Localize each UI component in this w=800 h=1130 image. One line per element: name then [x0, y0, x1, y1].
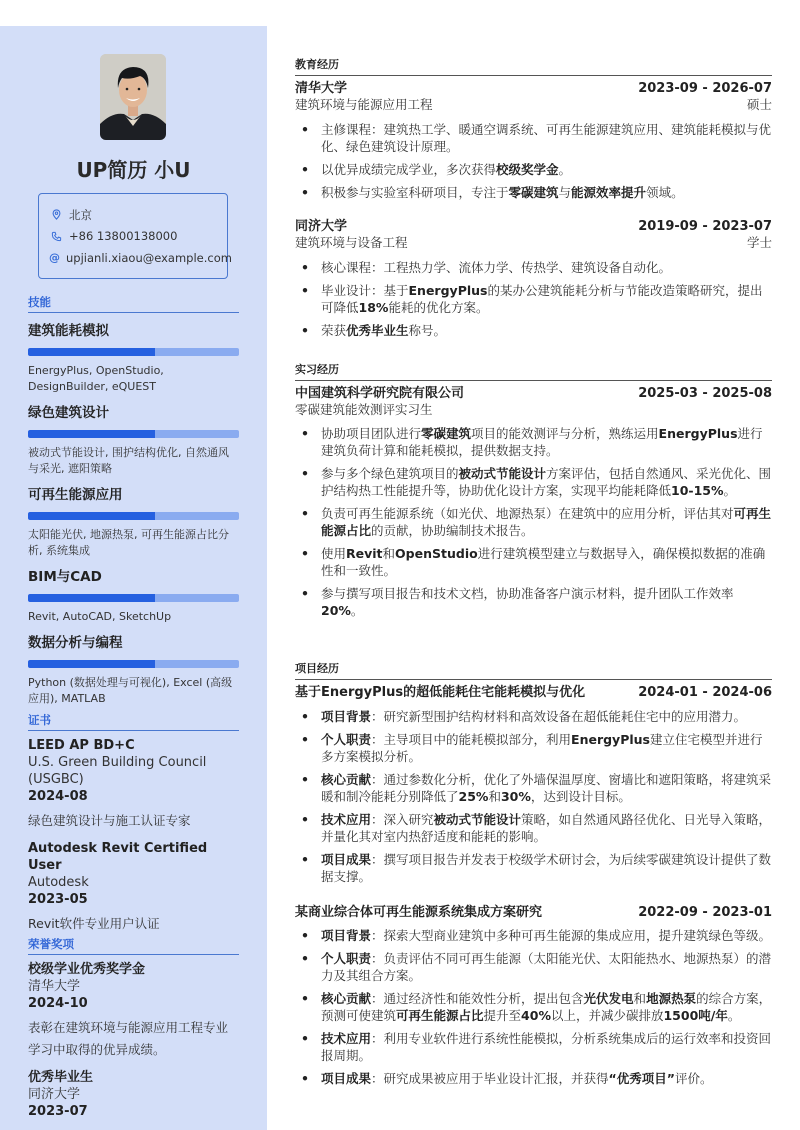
- contact-email: @ upjianli.xiaou@example.com: [49, 250, 232, 265]
- date-range: 2023-09 - 2026-07: [638, 81, 772, 96]
- profile-photo: [100, 54, 166, 140]
- contact-location: 北京: [49, 204, 227, 226]
- map-pin-icon: [49, 208, 63, 222]
- section-title-awards: 荣誉奖项: [28, 936, 239, 955]
- bullet-item: • 以优异成绩完成学业，多次获得校级奖学金。: [295, 161, 772, 178]
- award-item: 校级学业优秀奖学金 清华大学 2024-10 表彰在建筑环境与能源应用工程专业学习中取得的优异成绩。: [28, 962, 229, 1057]
- bullet-item: • 个人职责：负责评估不同可再生能源（太阳能光伏、太阳能热水、地源热泵）的潜力及其组合方案。: [295, 950, 772, 984]
- skill-item: BIM与CAD Revit, AutoCAD, SketchUp: [28, 565, 239, 625]
- education-entry-header: [295, 218, 772, 235]
- education-entry-sub: [295, 234, 772, 251]
- skill-item: 建筑能耗模拟 EnergyPlus, OpenStudio, DesignBuilder, eQUEST: [28, 319, 239, 395]
- school-name: 清华大学: [295, 81, 348, 96]
- bullet-item: • 负责可再生能源系统（如光伏、地源热泵）在建筑中的应用分析，评估其对可再生能源占比的贡献，协助编制技术报告。: [295, 505, 772, 539]
- project-name: 某商业综合体可再生能源系统集成方案研究: [295, 905, 543, 920]
- section-title-certificates: 证书: [28, 712, 239, 731]
- project-entry-header: [295, 904, 772, 921]
- date-range: 2024-01 - 2024-06: [638, 685, 772, 700]
- skill-level-bar: [28, 512, 239, 520]
- project-name: 基于EnergyPlus的超低能耗住宅能耗模拟与优化: [295, 685, 586, 700]
- section-title-internship: 实习经历: [295, 361, 772, 381]
- date-range: 2019-09 - 2023-07: [638, 219, 772, 234]
- section-title-projects: 项目经历: [295, 660, 772, 680]
- skill-item: 可再生能源应用 太阳能光伏, 地源热泵, 可再生能源占比分析, 系统集成: [28, 483, 239, 559]
- certificate-item: Autodesk Revit Certified User Autodesk 2023-05 Revit软件专业用户认证: [28, 841, 208, 931]
- major: 建筑环境与设备工程: [295, 235, 408, 250]
- bullet-item: • 技术应用：深入研究被动式节能设计策略，如自然通风路径优化、日光导入策略，并量化其对室内热舒适度和能耗的影响。: [295, 811, 772, 845]
- avatar-icon: [100, 54, 166, 140]
- section-title-skills: 技能: [28, 294, 239, 313]
- bullet-item: • 毕业设计：基于EnergyPlus的某办公建筑能耗分析与节能改造策略研究，提出可降低18%能耗的优化方案。: [295, 282, 772, 316]
- internship-entry-sub: [295, 401, 772, 418]
- major: 建筑环境与能源应用工程: [295, 97, 433, 112]
- sidebar: [0, 26, 267, 1130]
- bullet-item: • 技术应用：利用专业软件进行系统性能模拟，分析系统集成后的运行效率和投资回报周期。: [295, 1030, 772, 1064]
- skill-item: 数据分析与编程 Python (数据处理与可视化), Excel (高级应用), MATLAB: [28, 631, 239, 707]
- bullet-item: • 主修课程：建筑热工学、暖通空调系统、可再生能源建筑应用、建筑能耗模拟与优化、绿色建筑设计原理。: [295, 121, 772, 155]
- role: 零碳建筑能效测评实习生: [295, 402, 433, 417]
- date-range: 2025-03 - 2025-08: [638, 386, 772, 401]
- skill-item: 绿色建筑设计 被动式节能设计, 围护结构优化, 自然通风与采光, 遮阳策略: [28, 401, 239, 477]
- certificates-section: [28, 712, 239, 935]
- bullet-list: [295, 425, 772, 625]
- degree: 硕士: [746, 97, 772, 112]
- education-entry-header: [295, 80, 772, 97]
- section-title-education: 教育经历: [295, 56, 772, 76]
- date-range: 2022-09 - 2023-01: [638, 905, 772, 920]
- project-entry-header: [295, 684, 772, 701]
- bullet-item: • 参与撰写项目报告和技术文档，协助准备客户演示材料，提升团队工作效率20%。: [295, 585, 772, 619]
- bullet-item: • 核心课程：工程热力学、流体力学、传热学、建筑设备自动化。: [295, 259, 772, 276]
- education-entry-sub: [295, 96, 772, 113]
- bullet-item: • 个人职责：主导项目中的能耗模拟部分，利用EnergyPlus建立住宅模型并进行多方案模拟分析。: [295, 731, 772, 765]
- bullet-item: • 项目背景：研究新型围护结构材料和高效设备在超低能耗住宅中的应用潜力。: [295, 708, 772, 725]
- bullet-item: • 积极参与实验室科研项目，专注于零碳建筑与能源效率提升领域。: [295, 184, 772, 201]
- skill-level-bar: [28, 430, 239, 438]
- degree: 学士: [746, 235, 772, 250]
- company-name: 中国建筑科学研究院有限公司: [295, 386, 465, 401]
- bullet-item: • 项目成果：撰写项目报告并发表于校级学术研讨会，为后续零碳建筑设计提供了数据支撑。: [295, 851, 772, 885]
- certificate-item: LEED AP BD+C U.S. Green Building Council (USGBC) 2024-08 绿色建筑设计与施工认证专家: [28, 738, 207, 828]
- skill-level-bar: [28, 594, 239, 602]
- bullet-item: • 协助项目团队进行零碳建筑项目的能效测评与分析，熟练运用EnergyPlus进行建筑负荷计算和能耗模拟，提供数据支持。: [295, 425, 772, 459]
- bullet-list: [295, 708, 772, 891]
- bullet-item: • 项目成果：研究成果被应用于毕业设计汇报，并获得“优秀项目”评价。: [295, 1070, 772, 1087]
- award-item: 优秀毕业生 同济大学 2023-07: [28, 1070, 94, 1119]
- profile-name: UP简历 小U: [76, 158, 191, 182]
- bullet-list: [295, 259, 772, 345]
- contact-phone: +86 13800138000: [49, 226, 227, 248]
- skills-section: [28, 294, 239, 707]
- bullet-list: [295, 927, 772, 1093]
- internship-entry-header: [295, 385, 772, 402]
- bullet-item: • 核心贡献：通过参数化分析，优化了外墙保温厚度、窗墙比和遮阳策略，将建筑采暖和制冷能耗分别降低了25%和30%，达到设计目标。: [295, 771, 772, 805]
- bullet-item: • 参与多个绿色建筑项目的被动式节能设计方案评估，包括自然通风、采光优化、围护结构热工性能提升等，协助优化设计方案，实现平均能耗降低10-15%。: [295, 465, 772, 499]
- at-sign-icon: @: [49, 251, 60, 265]
- bullet-item: • 核心贡献：通过经济性和能效性分析，提出包含光伏发电和地源热泵的综合方案，预测可使建筑可再生能源占比提升至40%以上，并减少碳排放1500吨/年。: [295, 990, 772, 1024]
- school-name: 同济大学: [295, 219, 348, 234]
- contact-box: [38, 193, 232, 279]
- bullet-item: • 使用Revit和OpenStudio进行建筑模型建立与数据导入，确保模拟数据的准确性和一致性。: [295, 545, 772, 579]
- bullet-item: • 荣获优秀毕业生称号。: [295, 322, 772, 339]
- bullet-list: [295, 121, 772, 207]
- phone-icon: [49, 229, 63, 243]
- bullet-item: • 项目背景：探索大型商业建筑中多种可再生能源的集成应用，提升建筑绿色等级。: [295, 927, 772, 944]
- skill-level-bar: [28, 348, 239, 356]
- awards-section: [28, 936, 239, 1120]
- skill-level-bar: [28, 660, 239, 668]
